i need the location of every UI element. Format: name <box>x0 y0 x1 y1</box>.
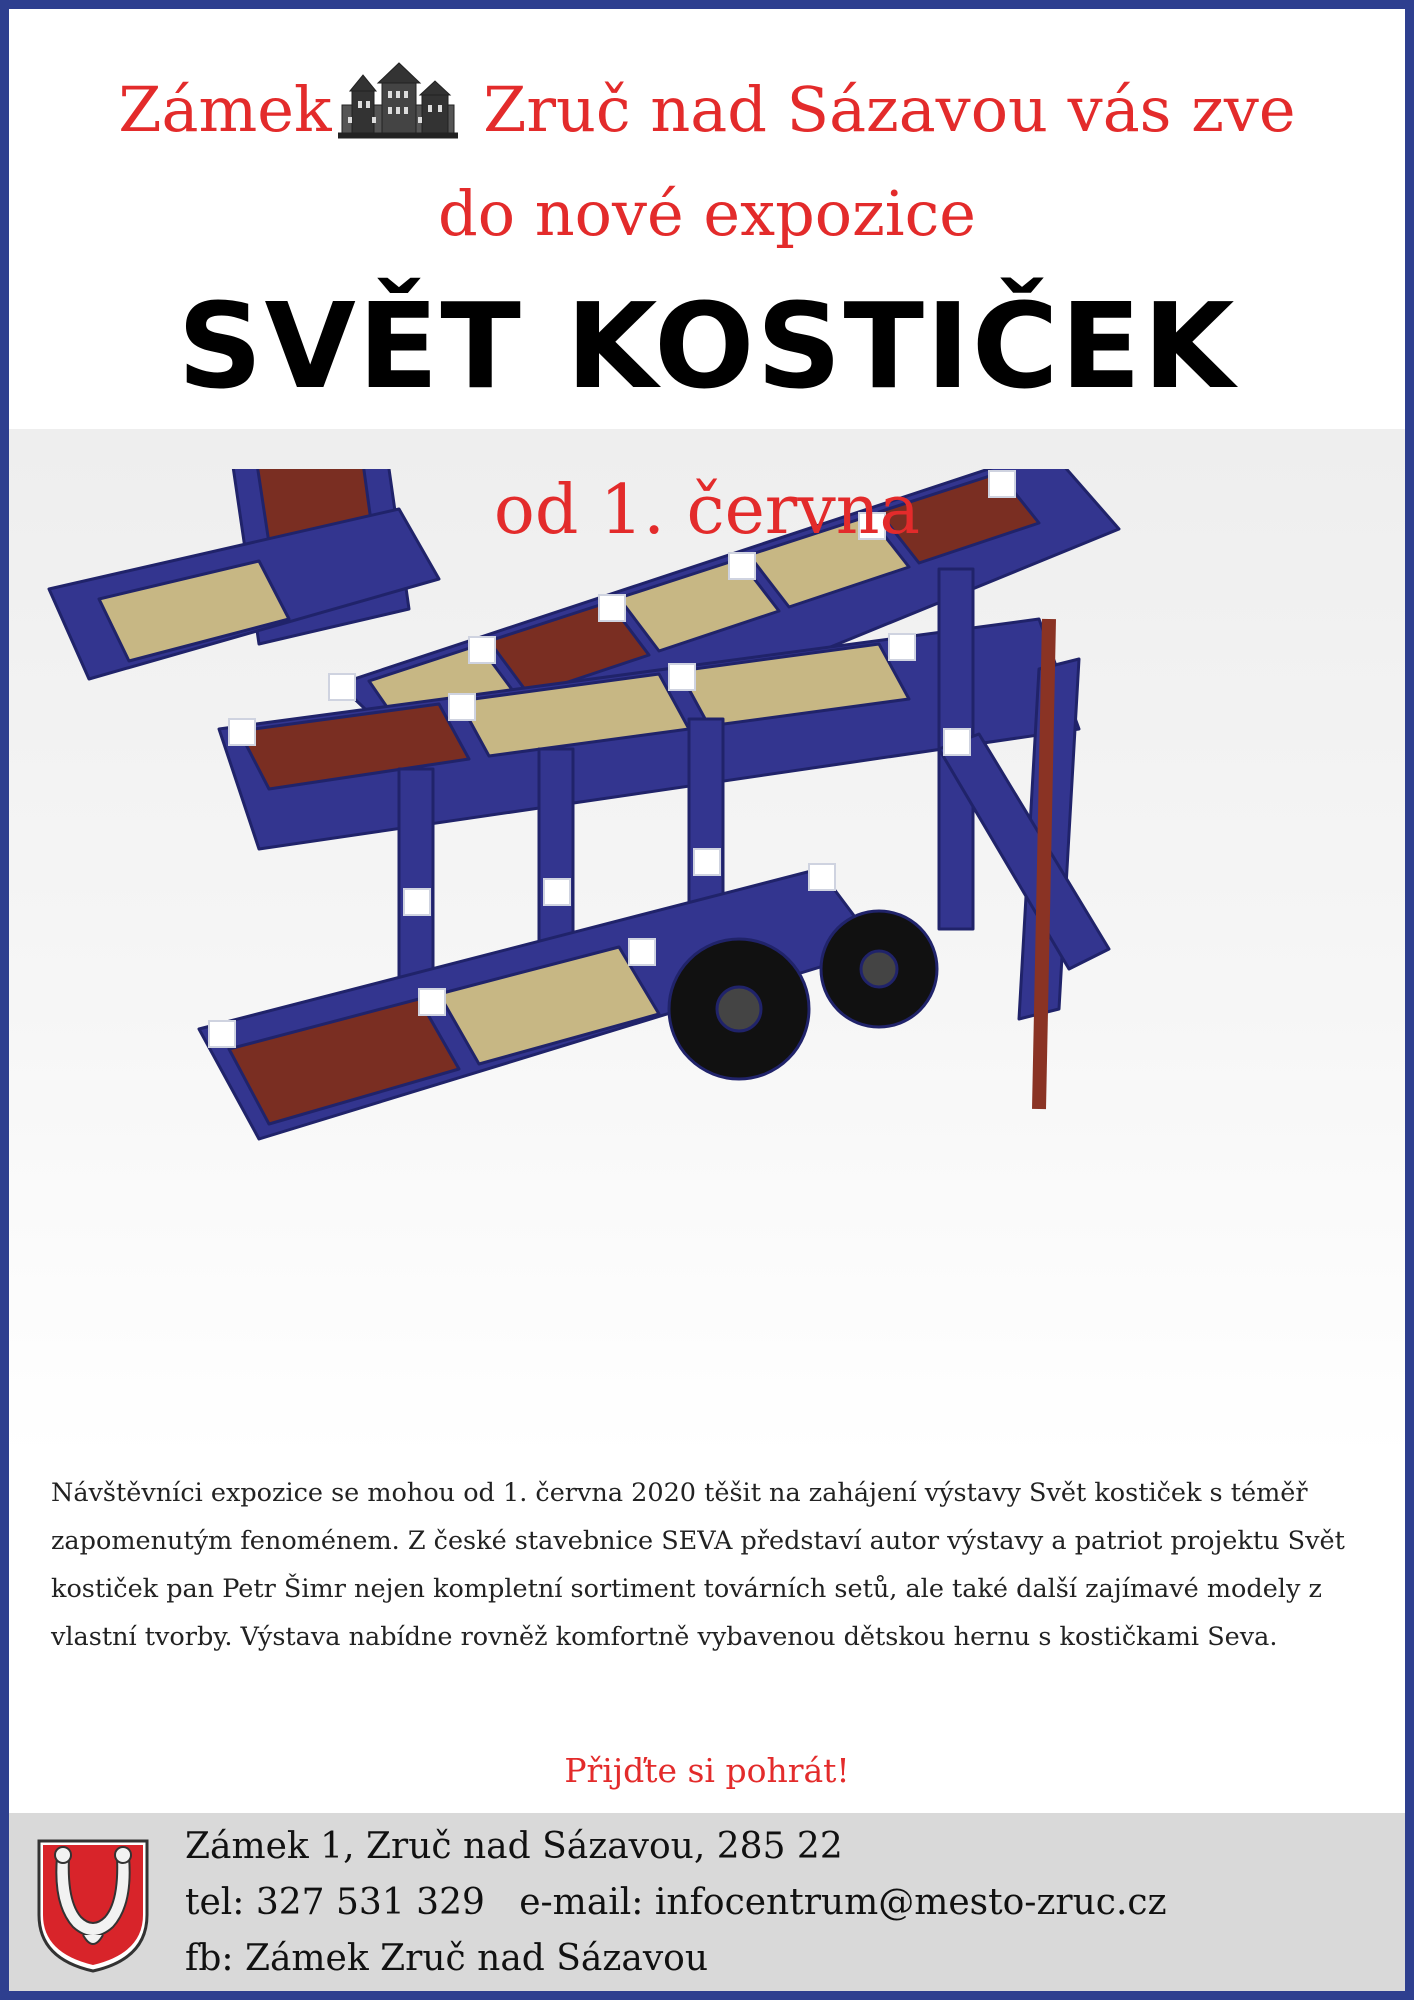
phone-email-line: tel: 327 531 329 e-mail: infocentrum@mesto-zruc.cz <box>185 1882 1167 1923</box>
description-paragraph: Návštěvníci expozice se mohou od 1. června 2020 těšit na zahájení výstavy Svět kostiček s téměř zapomenutým fenoménem. Z české stavebnice SEVA představí autor výstavy a patriot projektu Svět kostiček pan Petr Šimr nejen kompletní sortiment továrních setů, ale také další zajímavé modely z vlastní tvorby. Výstava nabídne rovněž komfortně vybavenou dětskou hernu s kostičkami Seva. <box>51 1478 1345 1652</box>
toy-plane-image <box>39 469 1379 1459</box>
address-line: Zámek 1, Zruč nad Sázavou, 285 22 <box>185 1826 843 1867</box>
opening-date: od 1. června <box>493 471 921 550</box>
headline-new-exhibition: do nové expozice <box>438 177 976 250</box>
call-to-action: Přijďte si pohrát! <box>564 1751 850 1790</box>
headline-invitation <box>9 61 1405 146</box>
headline-town-invites: Zruč nad Sázavou vás zve <box>483 73 1296 146</box>
exhibition-title: SVĚT KOSTIČEK <box>177 277 1237 415</box>
castle-icon <box>338 61 458 139</box>
facebook-line: fb: Zámek Zruč nad Sázavou <box>185 1938 709 1979</box>
contact-footer <box>9 1813 1405 1991</box>
contact-lines <box>185 1819 1167 1987</box>
headline-castle-word: Zámek <box>118 73 332 146</box>
town-crest-icon <box>33 1835 153 1975</box>
